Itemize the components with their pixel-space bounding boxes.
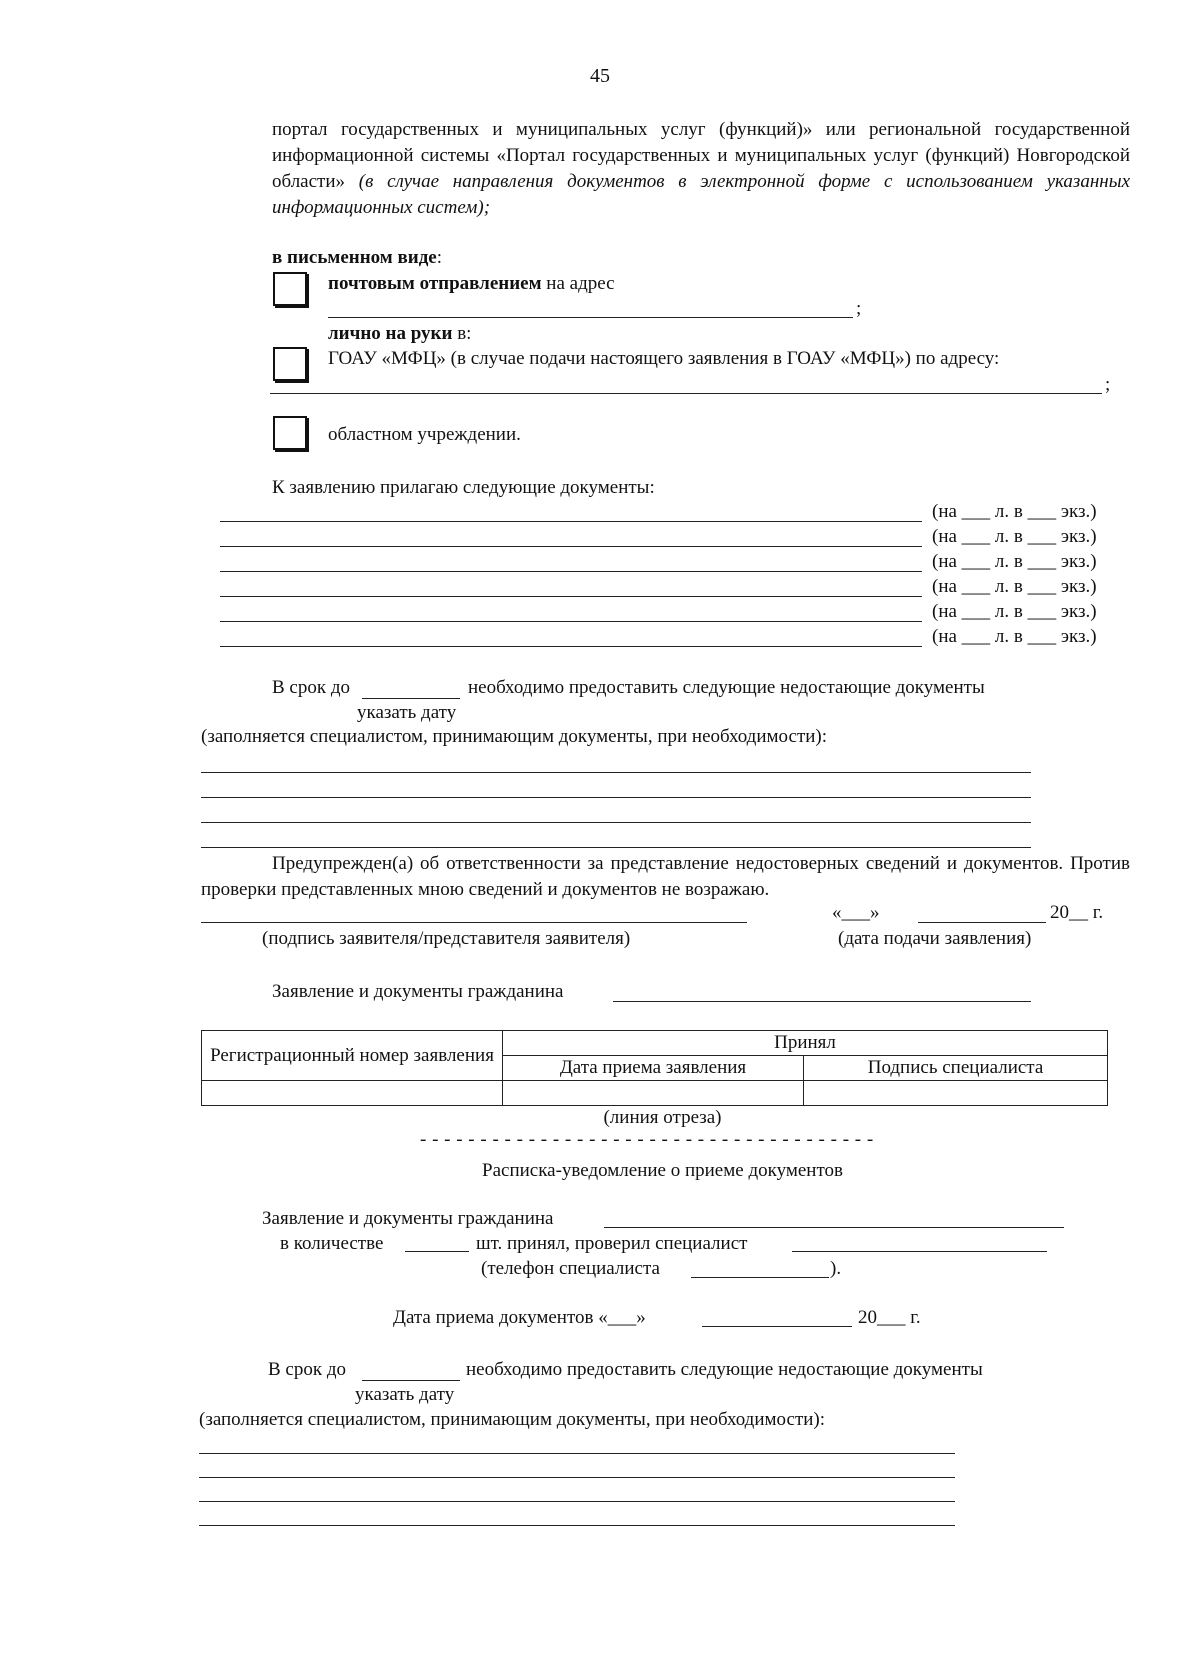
postal-bold: почтовым отправлением — [328, 273, 542, 294]
submission-date-open: «___» — [832, 902, 880, 923]
attachment-meta: (на ___ л. в ___ экз.) — [932, 501, 1097, 522]
mfc-option-text: ГОАУ «МФЦ» (в случае подачи настоящего заявления в ГОАУ «МФЦ») по адресу: — [328, 348, 1000, 369]
written-heading-bold: в письменном виде — [272, 247, 437, 268]
attachment-meta: (на ___ л. в ___ экз.) — [932, 551, 1097, 572]
attachment-line[interactable] — [220, 646, 922, 647]
submission-year: 20__ г. — [1050, 902, 1104, 923]
receipt-citizen-label: Заявление и документы гражданина — [262, 1208, 554, 1229]
intro-text: портал государственных и муниципальных услуг (функций)» или региональной государственной информационной системы «Портал государственных и муниципальных услуг (функций) Новгородской области» — [272, 119, 1130, 192]
deadline-prefix: В срок до — [272, 677, 351, 698]
missing-docs-line[interactable] — [201, 847, 1031, 848]
attachments-heading: К заявлению прилагаю следующие документы: — [272, 477, 655, 498]
receipt-qty-line[interactable] — [405, 1251, 469, 1252]
receipt-phone-prefix: (телефон специалиста — [481, 1258, 660, 1279]
attachment-line[interactable] — [220, 521, 922, 522]
postal-checkbox[interactable] — [273, 272, 307, 306]
submission-date-caption: (дата подачи заявления) — [838, 928, 1032, 949]
deadline2-date-line[interactable] — [362, 1380, 460, 1381]
attachment-row — [220, 526, 1140, 551]
postal-address-line[interactable] — [328, 317, 853, 318]
receipt-month-line[interactable] — [702, 1326, 852, 1327]
reg-number-header: Регистрационный номер заявления — [202, 1031, 503, 1081]
cut-dashed-line: - - - - - - - - - - - - - - - - - - - - - - - - - - - - - - - - - - - - - - — [420, 1129, 874, 1150]
acceptance-date-header: Дата приема заявления — [503, 1056, 804, 1081]
deadline-note: (заполняется специалистом, принимающим документы, при необходимости): — [201, 726, 828, 747]
missing-docs2-line[interactable] — [199, 1453, 955, 1454]
accepted-header: Принял — [503, 1031, 1108, 1056]
attachment-line[interactable] — [220, 571, 922, 572]
deadline-date-line[interactable] — [362, 698, 460, 699]
postal-rest: на адрес — [546, 273, 615, 294]
attachment-row — [220, 576, 1140, 601]
attachment-meta: (на ___ л. в ___ экз.) — [932, 626, 1097, 647]
warning-paragraph: Предупрежден(а) об ответственности за представление недостоверных сведений и документов. Против проверки представленных мною сведений и документов не возражаю. — [201, 853, 1130, 900]
attachment-line[interactable] — [220, 596, 922, 597]
regional-option-text: областном учреждении. — [328, 424, 521, 445]
personal-rest: в: — [457, 323, 472, 344]
personal-bold: лично на руки — [328, 323, 453, 344]
attachment-line[interactable] — [220, 621, 922, 622]
receipt-citizen-line[interactable] — [604, 1227, 1064, 1228]
receipt-date-year: 20___ г. — [858, 1307, 921, 1328]
postal-option-label — [328, 273, 615, 296]
deadline-suffix: необходимо предоставить следующие недостающие документы — [468, 677, 985, 698]
receipt-qty-suffix: шт. принял, проверил специалист — [476, 1233, 748, 1254]
attachment-meta: (на ___ л. в ___ экз.) — [932, 576, 1097, 597]
receipt-phone-suffix: ). — [830, 1258, 842, 1279]
submission-month-line[interactable] — [918, 922, 1046, 923]
applicant-signature-line[interactable] — [201, 922, 747, 923]
deadline2-hint: указать дату — [355, 1384, 455, 1405]
attachment-row — [220, 551, 1140, 576]
mfc-checkbox[interactable] — [273, 347, 307, 381]
missing-docs-line[interactable] — [201, 772, 1031, 773]
attachment-row — [220, 501, 1140, 526]
receipt-title: Расписка-уведомление о приеме документов — [482, 1160, 843, 1181]
written-heading-colon: : — [436, 247, 443, 268]
reg-number-cell[interactable] — [202, 1081, 503, 1106]
attachment-meta: (на ___ л. в ___ экз.) — [932, 601, 1097, 622]
missing-docs2-line[interactable] — [199, 1501, 955, 1502]
intro-italic-note: (в случае направления документов в электронной форме с использованием указанных информационных систем); — [272, 171, 1130, 218]
registration-table — [201, 1030, 1108, 1106]
written-form-heading — [272, 247, 442, 270]
receipt-qty-prefix: в количестве — [280, 1233, 384, 1254]
missing-docs-line[interactable] — [201, 797, 1031, 798]
receipt-date-label: Дата приема документов «___» — [393, 1307, 646, 1328]
acceptance-date-cell[interactable] — [503, 1081, 804, 1106]
missing-docs2-line[interactable] — [199, 1477, 955, 1478]
specialist-signature-header: Подпись специалиста — [804, 1056, 1108, 1081]
regional-checkbox[interactable] — [273, 416, 307, 450]
intro-paragraph — [272, 117, 1130, 221]
deadline2-note: (заполняется специалистом, принимающим документы, при необходимости): — [199, 1409, 826, 1430]
signature-caption: (подпись заявителя/представителя заявителя) — [262, 928, 631, 949]
missing-docs2-line[interactable] — [199, 1525, 955, 1526]
missing-docs-line[interactable] — [201, 822, 1031, 823]
mfc-semicolon: ; — [1105, 374, 1111, 395]
specialist-signature-cell[interactable] — [804, 1081, 1108, 1106]
attachment-line[interactable] — [220, 546, 922, 547]
attachment-row — [220, 601, 1140, 626]
page-number: 45 — [590, 65, 610, 87]
cut-caption: (линия отреза) — [603, 1107, 722, 1128]
personal-option-label — [328, 323, 471, 346]
deadline2-suffix: необходимо предоставить следующие недостающие документы — [466, 1359, 983, 1380]
postal-semicolon: ; — [856, 298, 862, 319]
citizen-name-line[interactable] — [613, 1001, 1031, 1002]
attachment-meta: (на ___ л. в ___ экз.) — [932, 526, 1097, 547]
citizen-docs-label: Заявление и документы гражданина — [272, 981, 564, 1002]
deadline2-prefix: В срок до — [268, 1359, 347, 1380]
attachment-row — [220, 626, 1140, 651]
receipt-specialist-line[interactable] — [792, 1251, 1047, 1252]
receipt-phone-line[interactable] — [691, 1277, 829, 1278]
mfc-address-line[interactable] — [270, 393, 1102, 394]
deadline-hint: указать дату — [357, 702, 457, 723]
